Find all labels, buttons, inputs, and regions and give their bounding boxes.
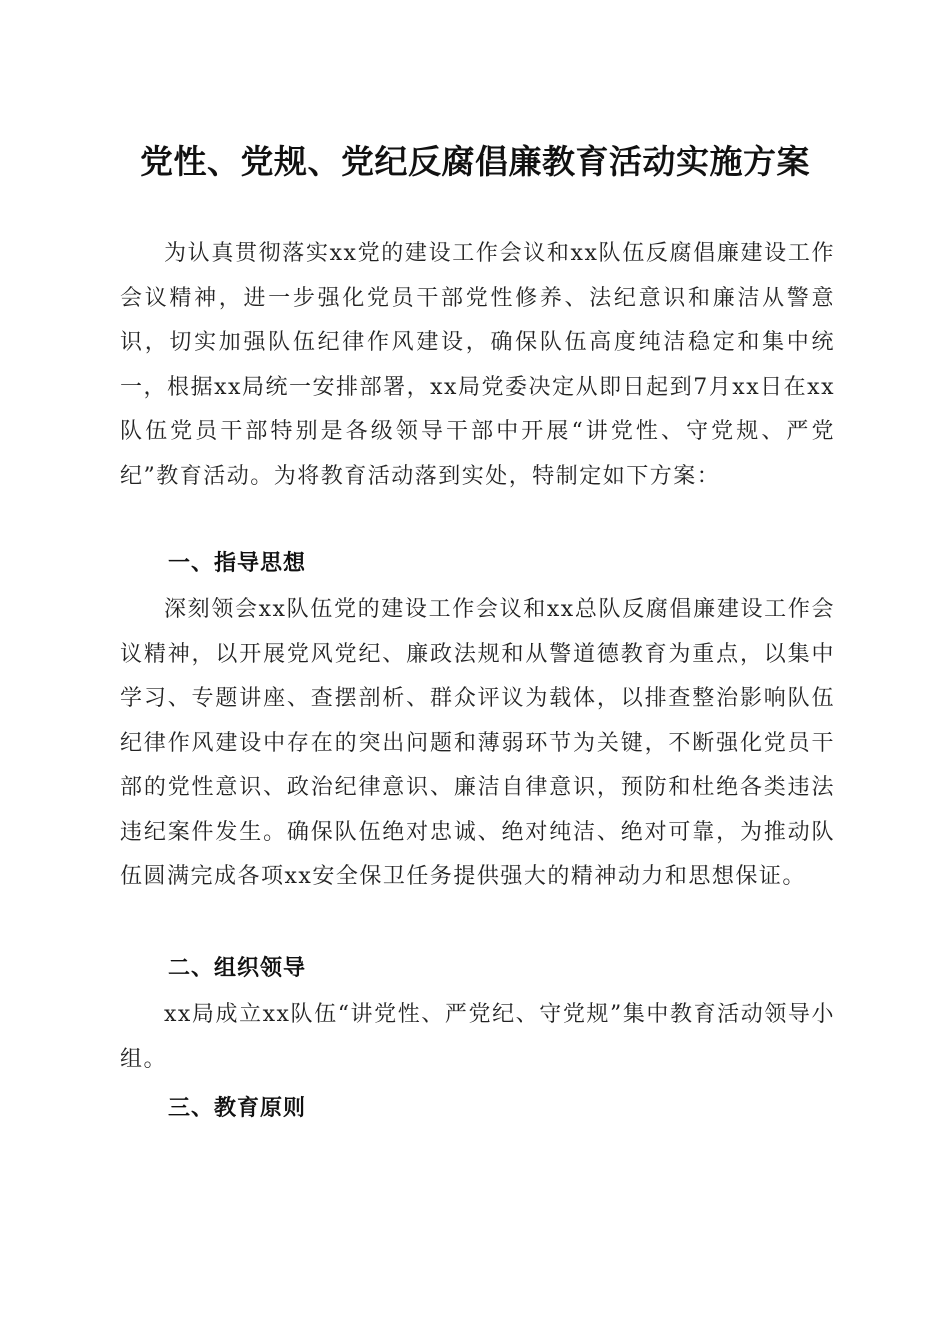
- section-body-guiding-ideology: 深刻领会xx队伍党的建设工作会议和xx总队反腐倡廉建设工作会议精神，以开展党风党纪、廉政法规和从警道德教育为重点，以集中学习、专题讲座、查摆剖析、群众评议为载体，以排查整治影响队伍纪律作风建设中存在的突出问题和薄弱环节为关键，不断强化党员干部的党性意识、政治纪律意识、廉洁自律意识，预防和杜绝各类违法违纪案件发生。确保队伍绝对忠诚、绝对纯洁、绝对可靠，为推动队伍圆满完成各项xx安全保卫任务提供强大的精神动力和思想保证。: [120, 597, 835, 889]
- section-body-organization: xx局成立xx队伍“讲党性、严党纪、守党规”集中教育活动领导小组。: [120, 1002, 835, 1072]
- intro-paragraph: 为认真贯彻落实xx党的建设工作会议和xx队伍反腐倡廉建设工作会议精神，进一步强化党员干部党性修养、法纪意识和廉洁从警意识，切实加强队伍纪律作风建设，确保队伍高度纯洁稳定和集中统一，根据xx局统一安排部署，xx局党委决定从即日起到7月xx日在xx队伍党员干部特别是各级领导干部中开展“讲党性、守党规、严党纪”教育活动。为将教育活动落到实处，特制定如下方案：: [120, 241, 835, 489]
- section-heading-education-principles: 三、教育原则: [168, 1096, 307, 1121]
- section-heading-guiding-ideology: 一、指导思想: [168, 551, 307, 576]
- document-title: 党性、党规、党纪反腐倡廉教育活动实施方案: [140, 142, 810, 181]
- section-heading-organization: 二、组织领导: [168, 956, 307, 981]
